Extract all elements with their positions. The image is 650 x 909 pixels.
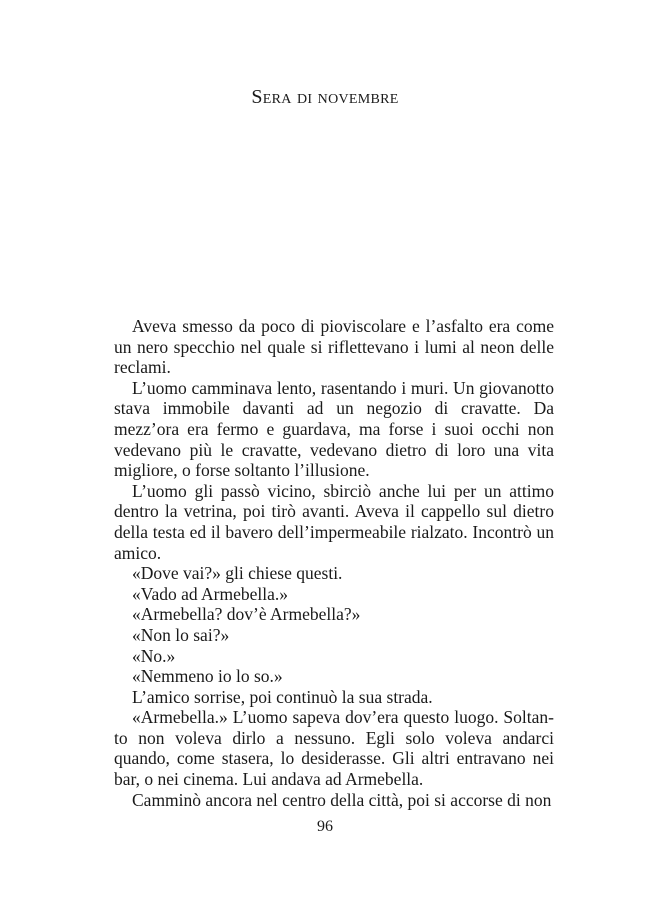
body-text	[114, 316, 554, 810]
paragraph: Aveva smesso da poco di pioviscolare e l’asfalto era come un nero specchio nel quale si riflettevano i lumi al neon delle reclami.	[114, 316, 554, 378]
dialogue-line: «Vado ad Armebella.»	[132, 583, 288, 604]
paragraph: L’uomo camminava lento, rasentando i muri. Un giovanotto stava immobile davanti ad un negozio di cravatte. Da mezz’ora era fermo e guardava, ma forse i suoi occhi non vedevano più le cravatte, vedevano dietro di loro una vita migliore, o forse soltanto l’illusione.	[114, 377, 554, 481]
paragraph: Camminò ancora nel centro della città, poi si accorse di non	[132, 789, 552, 810]
page-number: 96	[317, 818, 333, 835]
paragraph: «Armebella.» L’uomo sapeva dov’era questo luogo. Soltanto non voleva dirlo a nessuno. Egli solo voleva andarci quando, come stasera, lo desiderasse. Gli altri entravano nei bar, o nei cinema. Lui andava ad Armebella.	[114, 707, 554, 790]
chapter-title: Sera di novembre	[251, 86, 399, 108]
paragraph: L’amico sorrise, poi continuò la sua strada.	[132, 686, 433, 707]
dialogue-line: «Nemmeno io lo so.»	[132, 666, 283, 687]
dialogue-line: «Dove vai?» gli chiese questi.	[132, 563, 343, 584]
paragraph: L’uomo gli passò vicino, sbirciò anche lui per un attimo dentro la vetrina, poi tirò avanti. Aveva il cappello sul dietro della testa ed il bavero dell’impermeabile rialzato. Incontrò un amico.	[114, 480, 554, 563]
dialogue-line: «No.»	[132, 645, 176, 666]
dialogue-line: «Non lo sai?»	[132, 624, 230, 645]
dialogue-line: «Armebella? dov’è Armebella?»	[132, 604, 361, 625]
